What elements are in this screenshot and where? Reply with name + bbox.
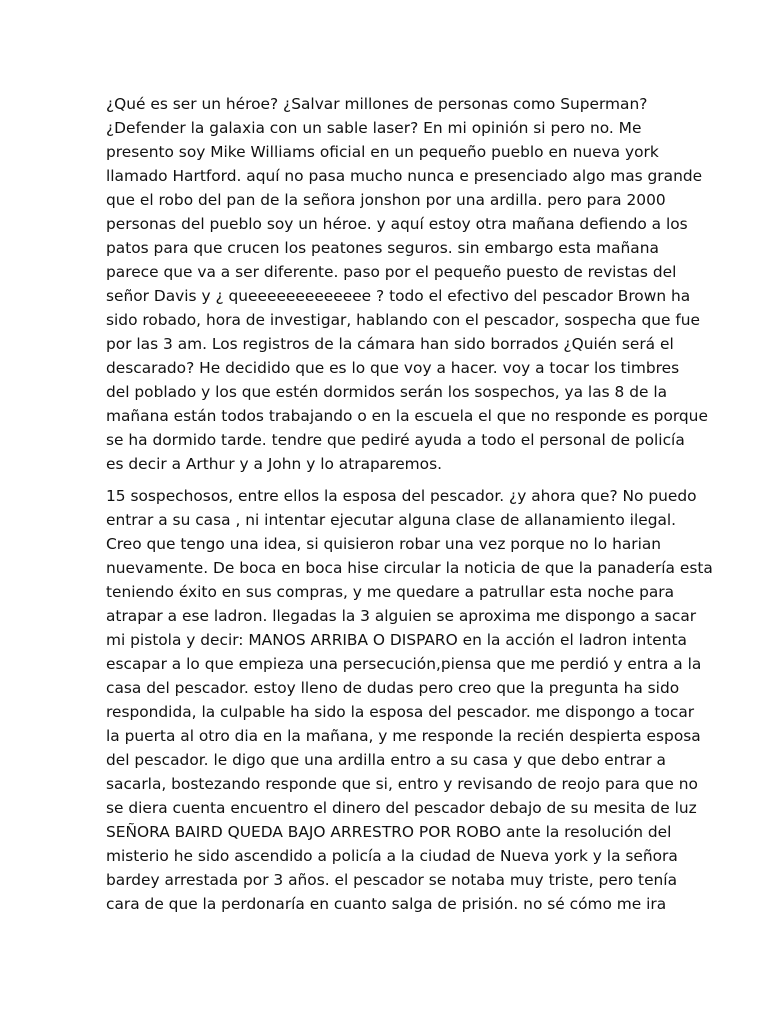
- text-line: atrapar a ese ladron. llegadas la 3 alguien se aproxima me dispongo a sacar: [106, 607, 697, 625]
- text-line: patos para que crucen los peatones seguros. sin embargo esta mañana: [106, 239, 659, 257]
- document-body: [106, 92, 713, 924]
- text-line: teniendo éxito en sus compras, y me quedare a patrullar esta noche para: [106, 583, 675, 601]
- text-line: casa del pescador. estoy lleno de dudas pero creo que la pregunta ha sido: [106, 679, 680, 697]
- text-line: mi pistola y decir: MANOS ARRIBA O DISPARO en la acción el ladron intenta: [106, 631, 687, 649]
- text-line: del pescador. le digo que una ardilla entro a su casa y que debo entrar a: [106, 751, 666, 769]
- text-line: sido robado, hora de investigar, hablando con el pescador, sospecha que fue: [106, 311, 701, 329]
- text-line: del poblado y los que estén dormidos serán los sospechos, ya las 8 de la: [106, 383, 668, 401]
- text-line: descarado? He decidido que es lo que voy a hacer. voy a tocar los timbres: [106, 359, 680, 377]
- text-line: la puerta al otro dia en la mañana, y me responde la recién despierta esposa: [106, 727, 701, 745]
- text-line: señor Davis y ¿ queeeeeeeeeeeee ? todo el efectivo del pescador Brown ha: [106, 287, 691, 305]
- text-line: parece que va a ser diferente. paso por el pequeño puesto de revistas del: [106, 263, 677, 281]
- text-line: llamado Hartford. aquí no pasa mucho nunca e presenciado algo mas grande: [106, 167, 703, 185]
- text-line: ¿Qué es ser un héroe? ¿Salvar millones de personas como Superman?: [106, 95, 648, 113]
- text-line: Creo que tengo una idea, si quisieron robar una vez porque no lo harian: [106, 535, 662, 553]
- text-line: bardey arrestada por 3 años. el pescador se notaba muy triste, pero tenía: [106, 871, 678, 889]
- text-line: mañana están todos trabajando o en la escuela el que no responde es porque: [106, 407, 708, 425]
- paragraph: [106, 92, 708, 476]
- text-line: nuevamente. De boca en boca hise circular la noticia de que la panadería esta: [106, 559, 713, 577]
- text-line: presento soy Mike Williams oficial en un pequeño pueblo en nueva york: [106, 143, 659, 161]
- text-line: por las 3 am. Los registros de la cámara han sido borrados ¿Quién será el: [106, 335, 674, 353]
- text-line: 15 sospechosos, entre ellos la esposa del pescador. ¿y ahora que? No puedo: [106, 487, 697, 505]
- text-line: entrar a su casa , ni intentar ejecutar alguna clase de allanamiento ilegal.: [106, 511, 677, 529]
- text-line: es decir a Arthur y a John y lo atraparemos.: [106, 455, 442, 473]
- text-line: ¿Defender la galaxia con un sable laser? En mi opinión si pero no. Me: [106, 119, 642, 137]
- text-line: personas del pueblo soy un héroe. y aquí estoy otra mañana defiendo a los: [106, 215, 688, 233]
- text-line: respondida, la culpable ha sido la esposa del pescador. me dispongo a tocar: [106, 703, 695, 721]
- text-line: cara de que la perdonaría en cuanto salga de prisión. no sé cómo me ira: [106, 895, 667, 913]
- text-line: misterio he sido ascendido a policía a la ciudad de Nueva york y la señora: [106, 847, 678, 865]
- text-line: se ha dormido tarde. tendre que pediré ayuda a todo el personal de policía: [106, 431, 685, 449]
- text-line: SEÑORA BAIRD QUEDA BAJO ARRESTRO POR ROBO ante la resolución del: [106, 823, 672, 841]
- text-line: sacarla, bostezando responde que si, entro y revisando de reojo para que no: [106, 775, 698, 793]
- text-line: se diera cuenta encuentro el dinero del pescador debajo de su mesita de luz: [106, 799, 697, 817]
- text-line: que el robo del pan de la señora jonshon por una ardilla. pero para 2000: [106, 191, 666, 209]
- paragraph: [106, 484, 713, 916]
- text-line: escapar a lo que empieza una persecución,piensa que me perdió y entra a la: [106, 655, 702, 673]
